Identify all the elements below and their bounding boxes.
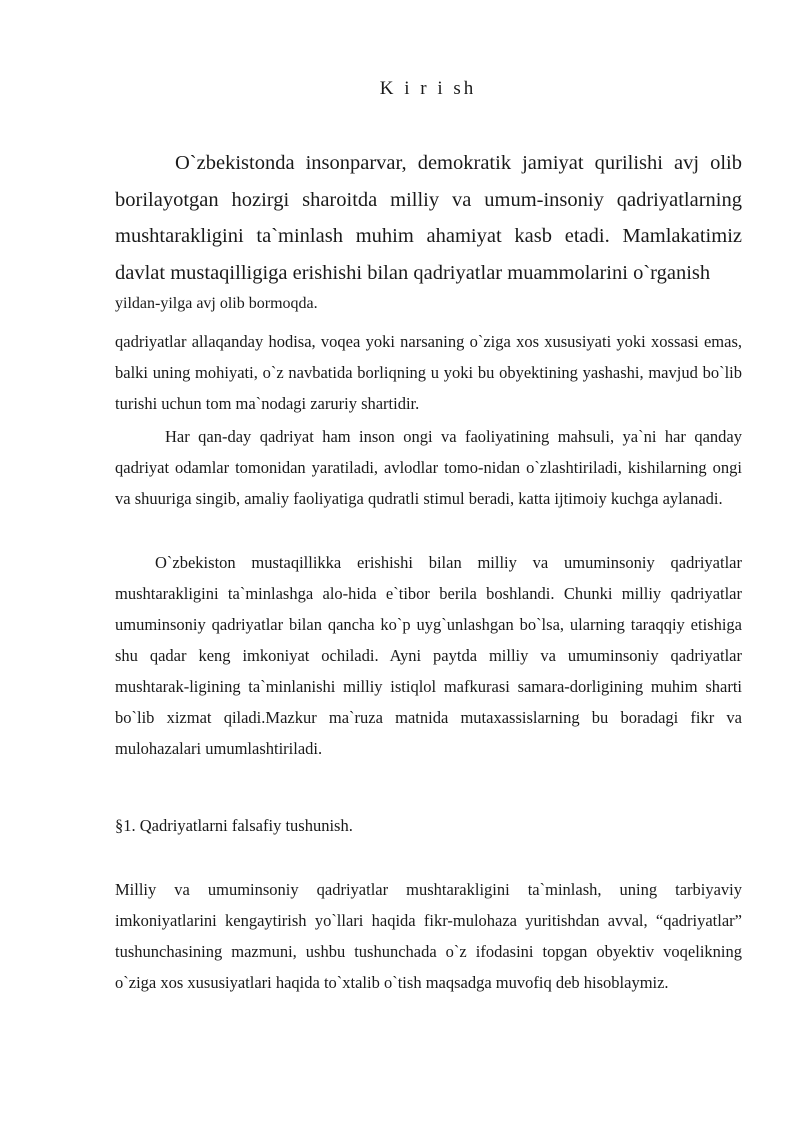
section-heading: §1. Qadriyatlarni falsafiy tushunish. <box>115 816 353 835</box>
body-paragraph-3: Har qan-day qadriyat ham inson ongi va faoliyatining mahsuli, ya`ni har qanday qadriyat odamlar tomonidan yaratiladi, avlodlar tomo-nidan o`zlashtiriladi, kishilarning ongi va shuuriga singib, amaliy faoliyatiga qudratli stimul beradi, katta ijtimoiy kuchga aylanadi. <box>115 427 742 508</box>
body-paragraph-2: qadriyatlar allaqanday hodisa, voqea yoki narsaning o`ziga xos xususiyati yoki xossasi emas, balki uning mohiyati, o`z navbatida borliqning u yoki bu obyektining yashashi, mavjud bo`lib turishi uchun tom ma`nodagi zaruriy shartidir. <box>115 332 742 413</box>
intro-paragraph-continued: yildan-yilga avj olib bormoqda. <box>115 295 318 312</box>
body-paragraph-5: Milliy va umuminsoniy qadriyatlar mushtarakligini ta`minlash, uning tarbiyaviy imkoniyatlarini kengaytirish yo`llari haqida fikr-mulohaza yuritishdan avval, “qadriyatlar” tushunchasining mazmuni, ushbu tushunchada o`z ifodasini topgan obyektiv voqelikning o`ziga xos xususiyatlari haqida to`xtalib o`tish maqsadga muvofiq deb hisoblaymiz. <box>115 880 742 992</box>
intro-paragraph: O`zbekistonda insonparvar, demokratik jamiyat qurilishi avj olib borilayotgan hozirgi sharoitda milliy va umum-insoniy qadriyatlarning mushtarakligini ta`minlash muhim ahamiyat kasb etadi. Mamlakatimiz davlat mustaqilligiga erishishi bilan qadriyatlar muammolarini o`rganish <box>115 152 742 284</box>
body-paragraph-4: O`zbekiston mustaqillikka erishishi bilan milliy va umuminsoniy qadriyatlar mushtarakligini ta`minlashga alo-hida e`tibor berila boshlandi. Chunki milliy qadriyatlar umuminsoniy qadriyatlar bilan qancha ko`p uyg`unlashgan bo`lsa, ularning taraqqiy etishiga shu qadar keng imkoniyat ochiladi. Ayni paytda milliy va umuminsoniy qadriyatlar mushtarak-ligining ta`minlanishi milliy istiqlol mafkurasi samara-dorligining muhim sharti bo`lib xizmat qiladi.Mazkur ma`ruza matnida mutaxassislarning bu boradagi fikr va mulohazalari umumlashtiriladi. <box>115 553 742 758</box>
page-title: K i r i sh <box>379 78 477 99</box>
